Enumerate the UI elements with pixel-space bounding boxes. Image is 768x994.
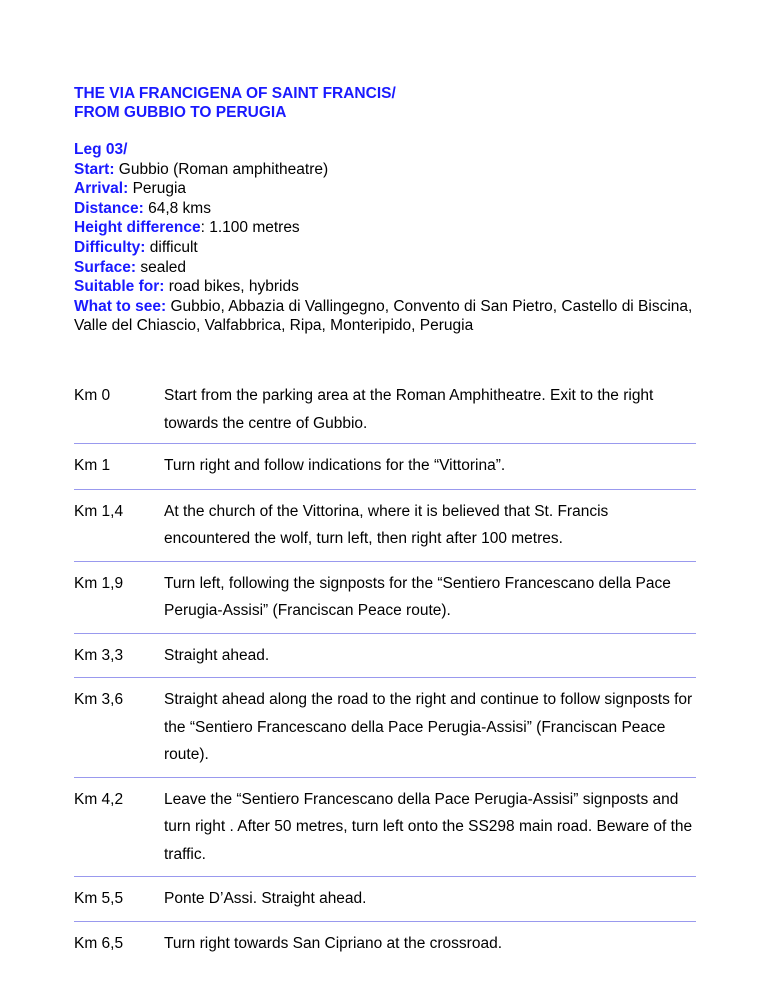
table-row [74,877,696,922]
table-row [74,678,696,778]
info-difficulty [74,238,714,258]
route-steps-table [74,382,696,957]
info-value: sealed [136,258,187,276]
step-km: Km 1,9 [74,574,124,592]
info-suitable-for [74,277,714,297]
info-value: road bikes, hybrids [164,278,299,296]
info-value: Gubbio, Abbazia di Vallingegno, Convento di San Pietro, Castello di Biscina, Valle del Chiascio, Valfabbrica, Ripa, Monteripido, Perugia [74,297,693,335]
step-text: Turn left, following the signposts for the “Sentiero Francescano della Pace Perugia-Assisi” (Franciscan Peace route). [164,574,671,619]
info-arrival [74,179,714,199]
step-km: Km 6,5 [74,934,124,952]
step-km: Km 4,2 [74,790,124,808]
step-text: Straight ahead along the road to the right and continue to follow signposts for the “Sentiero Francescano della Pace Perugia-Assisi” (Franciscan Peace route). [164,691,693,763]
step-km: Km 0 [74,387,111,404]
info-surface [74,258,714,278]
step-km: Km 5,5 [74,890,124,907]
title-line-2: FROM GUBBIO TO PERUGIA [74,104,287,121]
table-row [74,444,696,490]
table-row [74,634,696,679]
step-text: Straight ahead. [164,646,270,664]
table-row [74,382,696,444]
info-label: Start: [74,160,115,178]
info-value: 64,8 kms [143,199,211,217]
info-start [74,160,714,180]
table-row [74,490,696,562]
info-label: Arrival: [74,180,129,198]
table-row [74,922,696,958]
title-line-1: THE VIA FRANCIGENA OF SAINT FRANCIS/ [74,85,396,102]
info-value: : 1.100 metres [200,219,300,237]
step-text: Leave the “Sentiero Francescano della Pace Perugia-Assisi” signposts and turn right . After 50 metres, turn left onto the SS298 main road. Beware of the traffic. [164,790,693,863]
info-label: Difficulty: [74,238,146,256]
info-value: Perugia [128,180,187,198]
step-text: Ponte D’Assi. Straight ahead. [164,890,367,907]
step-text: At the church of the Vittorina, where it is believed that St. Francis encountered the wolf, turn left, then right after 100 metres. [164,502,609,547]
step-km: Km 3,6 [74,691,124,708]
step-km: Km 3,3 [74,646,124,664]
step-km: Km 1,4 [74,502,124,520]
step-text: Turn right and follow indications for the “Vittorina”. [164,457,506,474]
info-what-to-see [74,297,714,336]
info-label: What to see: [74,297,167,315]
step-km: Km 1 [74,457,111,474]
info-label: Distance: [74,199,144,217]
info-value: difficult [145,238,198,256]
leg-info [74,140,714,336]
info-label: Suitable for: [74,278,165,296]
document-title [74,84,396,122]
step-text: Start from the parking area at the Roman Amphitheatre. Exit to the right towards the centre of Gubbio. [164,387,654,432]
info-distance [74,199,714,219]
leg-heading: Leg 03/ [74,141,128,158]
info-height-difference [74,218,714,238]
table-row [74,778,696,878]
table-row [74,562,696,634]
info-label: Surface: [74,258,137,276]
info-value: Gubbio (Roman amphitheatre) [114,160,329,178]
info-label: Height difference [74,219,201,237]
step-text: Turn right towards San Cipriano at the crossroad. [164,934,503,952]
